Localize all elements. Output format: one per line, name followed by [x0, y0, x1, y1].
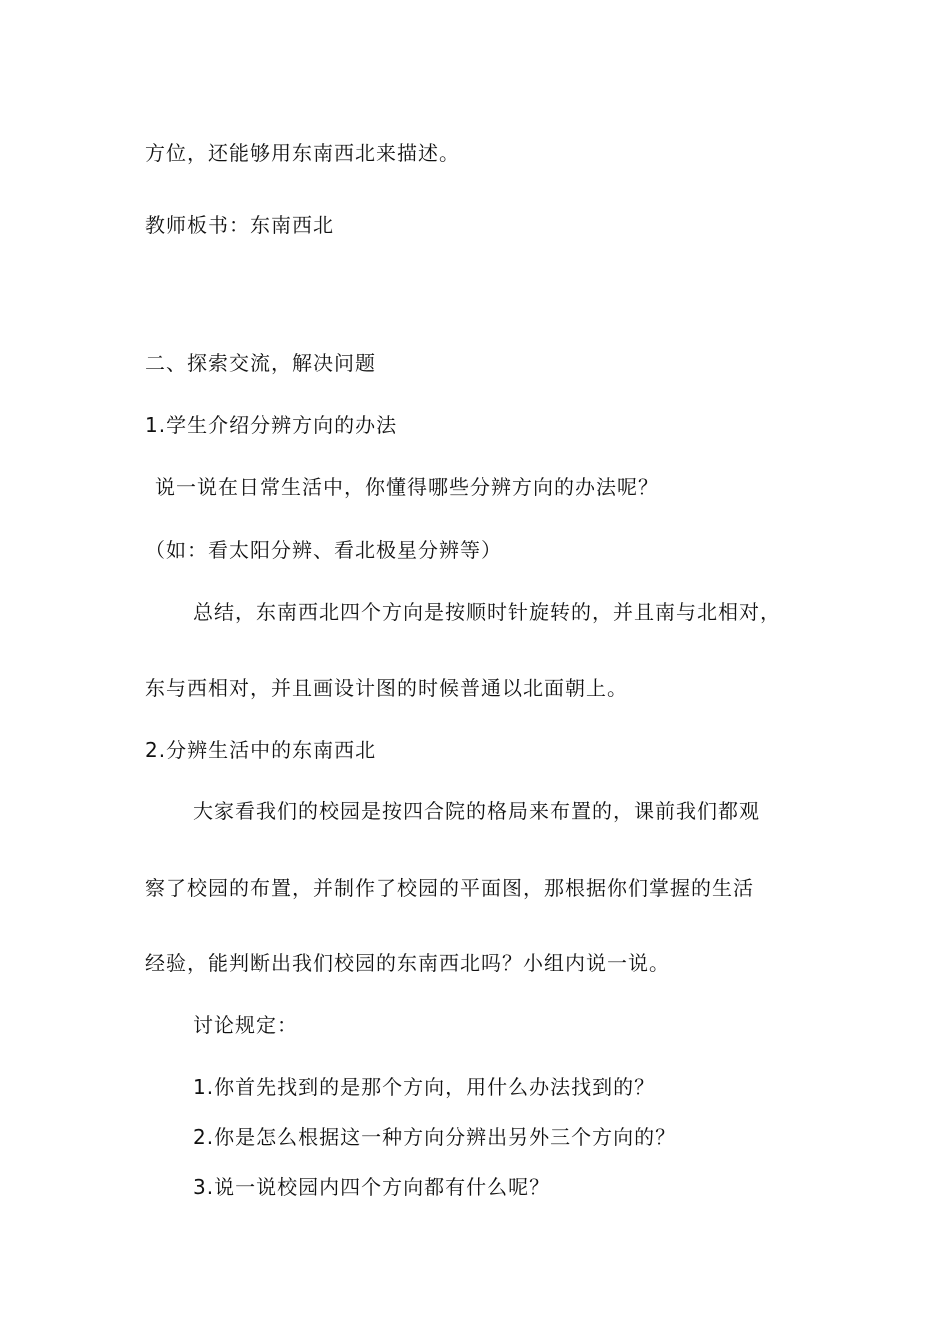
- paragraph-line: （如：看太阳分辨、看北极星分辨等）: [145, 538, 502, 562]
- discussion-rules-label: 讨论规定：: [193, 1013, 298, 1037]
- list-item: 3.说一说校园内四个方向都有什么呢？: [193, 1175, 551, 1199]
- section-heading: 二、探索交流，解决问题: [145, 351, 376, 375]
- paragraph-line: 东与西相对，并且画设计图的时候普通以北面朝上。: [145, 676, 628, 700]
- paragraph-line: 大家看我们的校园是按四合院的格局来布置的，课前我们都观: [193, 799, 760, 823]
- paragraph-line: 察了校园的布置，并制作了校园的平面图，那根据你们掌握的生活: [145, 876, 754, 900]
- paragraph-line: 总结，东南西北四个方向是按顺时针旋转的，并且南与北相对，: [193, 600, 781, 624]
- paragraph-line: 经验，能判断出我们校园的东南西北吗？小组内说一说。: [145, 951, 670, 975]
- list-item: 1.你首先找到的是那个方向，用什么办法找到的？: [193, 1075, 656, 1099]
- paragraph-line: 说一说在日常生活中，你懂得哪些分辨方向的办法呢？: [155, 475, 659, 499]
- subheading: 2.分辨生活中的东南西北: [145, 738, 377, 762]
- subheading: 1.学生介绍分辨方向的办法: [145, 413, 398, 437]
- list-item: 2.你是怎么根据这一种方向分辨出另外三个方向的？: [193, 1125, 677, 1149]
- teacher-board-note: 教师板书：东南西北: [145, 213, 334, 237]
- paragraph-line: 方位，还能够用东南西北来描述。: [145, 141, 460, 165]
